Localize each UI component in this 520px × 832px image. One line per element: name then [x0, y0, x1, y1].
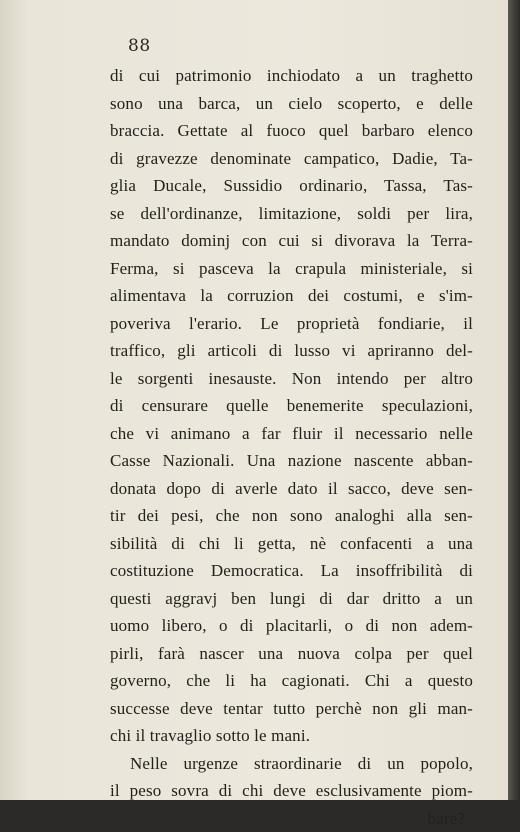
catchword: bare? [110, 805, 473, 832]
text-line: governo, che li ha cagionati. Chi a questo [110, 667, 473, 695]
text-line: Casse Nazionali. Una nazione nascente abban- [110, 447, 473, 475]
text-line: traffico, gli articoli di lusso vi apriranno del- [110, 337, 473, 365]
text-line: se dell'ordinanze, limitazione, soldi per lira, [110, 200, 473, 228]
text-line: di cui patrimonio inchiodato a un traghetto [110, 62, 473, 90]
text-line: mandato dominj con cui si divorava la Terra- [110, 227, 473, 255]
text-line: le sorgenti inesauste. Non intendo per altro [110, 365, 473, 393]
text-line: braccia. Gettate al fuoco quel barbaro elenco [110, 117, 473, 145]
text-line: pirli, farà nascer una nuova colpa per quel [110, 640, 473, 668]
text-line: sibilità di chi li getta, nè confacenti a una [110, 530, 473, 558]
text-line: Ferma, si pasceva la crapula ministeriale, si [110, 255, 473, 283]
paragraph-start-line: Nelle urgenze straordinarie di un popolo, [110, 750, 473, 778]
page-edge-shadow [508, 0, 520, 800]
page-text [110, 62, 473, 832]
text-line: sono una barca, un cielo scoperto, e delle [110, 90, 473, 118]
text-line: uomo libero, o di placitarli, o di non adem- [110, 612, 473, 640]
text-line: tir dei pesi, che non sono analoghi alla sen- [110, 502, 473, 530]
page-number: 88 [128, 36, 151, 56]
text-line: il peso sovra di chi deve esclusivamente piom- [110, 777, 473, 805]
text-line: donata dopo di averle dato il sacco, deve sen- [110, 475, 473, 503]
text-line: che vi animano a far fluir il necessario nelle [110, 420, 473, 448]
text-line: questi aggravj ben lungi di dar dritto a un [110, 585, 473, 613]
text-line: successe deve tentar tutto perchè non gli man- [110, 695, 473, 723]
text-line: poveriva l'erario. Le proprietà fondiarie, il [110, 310, 473, 338]
text-line: di gravezze denominate campatico, Dadie, Ta- [110, 145, 473, 173]
text-line: costituzione Democratica. La insoffribilità di [110, 557, 473, 585]
text-line: di censurare quelle benemerite speculazioni, [110, 392, 473, 420]
text-line: alimentava la corruzion dei costumi, e s'im- [110, 282, 473, 310]
text-line: chi il travaglio sotto le mani. [110, 722, 473, 750]
text-line: glia Ducale, Sussidio ordinario, Tassa, Tas- [110, 172, 473, 200]
